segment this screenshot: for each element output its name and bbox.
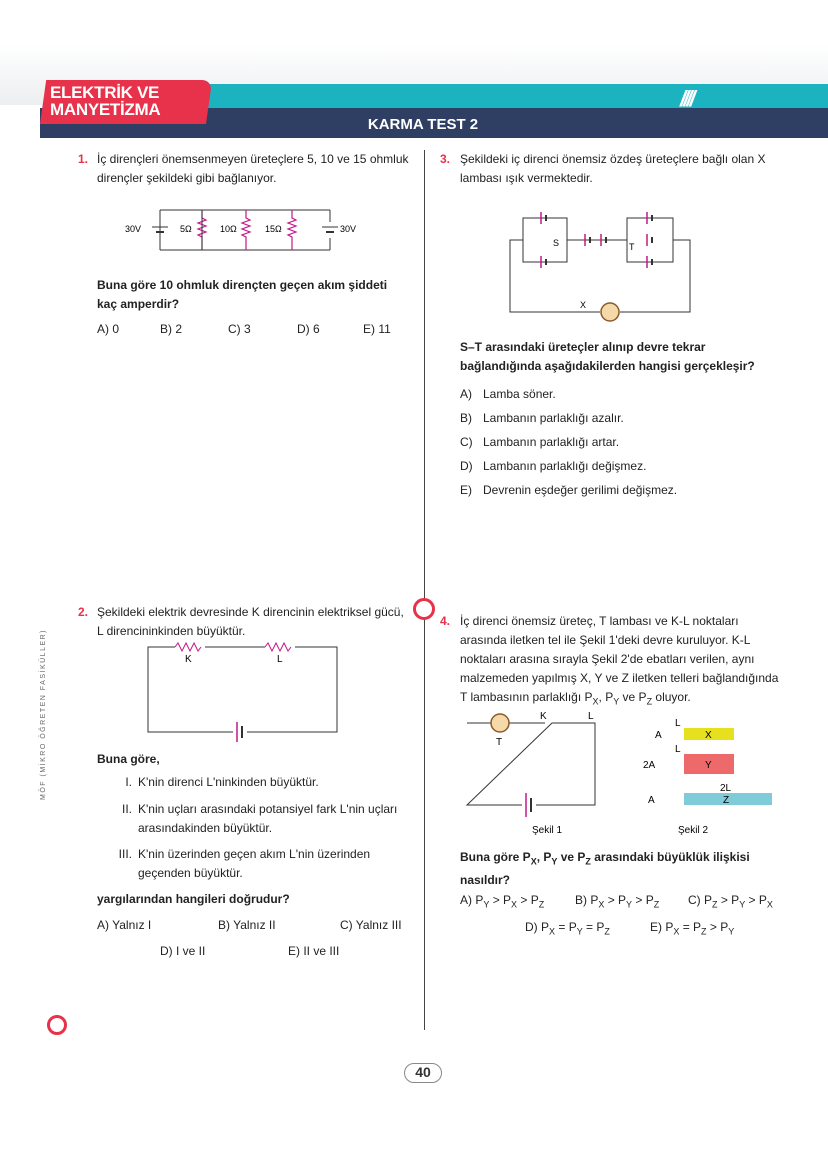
label-l: L (588, 711, 594, 722)
wire-y-length: L (675, 744, 681, 755)
question-prompt: yargılarından hangileri doğrudur? (97, 892, 290, 906)
option-a[interactable]: A) Yalnız I (97, 918, 152, 932)
lamp-icon (601, 303, 619, 321)
figure-1-caption: Şekil 1 (532, 825, 563, 836)
option-e[interactable]: E) II ve III (288, 944, 340, 958)
question-lead: Buna göre, (97, 752, 160, 766)
option-c[interactable]: C) Lambanın parlaklığı artar. (460, 435, 620, 449)
question-text: İç direnci önemsiz üreteç, T lambası ve K-L noktaları arasında iletken tel ile Şekil 1'deki devre kuruluyor. K-L noktaları arasına sırayla Şekil 2'de ebatları verilen, aynı malzemeden yapılmış X, Y ve Z iletken telleri bağlandığında T lambasının parlaklığı $P_X$, $P_Y$ ve $P_Z$ oluyor. (460, 614, 779, 707)
wire-z-area: A (648, 795, 655, 806)
option-a[interactable]: A) Lamba söner. (460, 387, 556, 401)
option-d[interactable]: D) 6 (297, 322, 320, 336)
logo-icon (47, 1015, 67, 1035)
label-x: X (580, 300, 587, 310)
statement-3: III. K'nin üzerinden geçen akım L'nin üzerinden geçenden büyüktür. (118, 847, 371, 880)
question-text: Şekildeki elektrik devresinde K direncinin elektriksel gücü, L direncininkinden büyüktür. (97, 605, 404, 638)
page-number: 40 (404, 1063, 442, 1083)
wire-z-label: Z (723, 795, 730, 806)
page-title: KARMA TEST 2 (367, 116, 479, 133)
figure-2-caption: Şekil 2 (678, 825, 709, 836)
statement-1: I. K'nin direnci L'ninkinden büyüktür. (125, 775, 319, 789)
option-e[interactable]: E) Devrenin eşdeğer gerilimi değişmez. (460, 483, 678, 497)
wire-z-length: 2L (720, 783, 732, 794)
wire-x-length: L (675, 718, 681, 729)
option-d[interactable]: D) $P_X = P_Y = P_Z$ (525, 920, 610, 937)
option-c[interactable]: C) 3 (228, 322, 251, 336)
q1-voltage-1: 30V (125, 224, 142, 234)
wire-y-label: Y (705, 760, 712, 771)
question-number: 3. (440, 152, 451, 166)
label-s: S (553, 238, 560, 248)
option-e[interactable]: E) 11 (363, 322, 391, 336)
question-prompt: S–T arasındaki üreteçler alınıp devre tekrar bağlandığında aşağıdakilerden hangisi gerçekleşir? (460, 340, 755, 373)
subject-line-2: MANYETİZMA (50, 100, 161, 119)
wire-x-label: X (705, 730, 712, 741)
option-a[interactable]: A) $P_Y > P_X > P_Z$ (460, 893, 545, 910)
label-t: T (496, 737, 503, 748)
question-number: 4. (440, 614, 451, 628)
q1-circuit (120, 200, 370, 260)
option-c[interactable]: C) Yalnız III (340, 918, 402, 932)
header-slashes: //// (680, 86, 693, 111)
option-d[interactable]: D) I ve II (160, 944, 206, 958)
subject-line-1: ELEKTRİK VE (50, 83, 160, 102)
question-prompt: Buna göre $P_X$, $P_Y$ ve $P_Z$ arasındaki büyüklük ilişkisi nasıldır? (460, 850, 750, 888)
question-text: Şekildeki iç direnci önemsiz özdeş üreteçlere bağlı olan X lambası ışık vermektedir. (460, 152, 766, 185)
question-prompt: Buna göre 10 ohmluk dirençten geçen akım şiddeti kaç amperdir? (97, 278, 388, 311)
wire-y-area: 2A (643, 760, 656, 771)
label-t: T (629, 242, 635, 252)
q1-r3: 15Ω (265, 224, 282, 234)
option-a[interactable]: A) 0 (97, 322, 120, 336)
wire-x-area: A (655, 730, 662, 741)
question-number: 1. (78, 152, 89, 166)
question-number: 2. (78, 605, 89, 619)
q1-voltage-2: 30V (340, 224, 357, 234)
q1-r2: 10Ω (220, 224, 237, 234)
q3-circuit (505, 200, 695, 325)
q4-figures (460, 705, 828, 840)
header-teal-bar (190, 84, 828, 110)
option-b[interactable]: B) $P_X > P_Y > P_Z$ (575, 893, 660, 910)
option-b[interactable]: B) Yalnız II (218, 918, 276, 932)
logo-icon (413, 598, 435, 620)
column-divider (424, 150, 425, 1030)
question-text: İç dirençleri önemsenmeyen üreteçlere 5, 10 ve 15 ohmluk dirençler şekildeki gibi bağlanıyor. (97, 152, 409, 185)
side-text: MÖF (MİKRO ÖĞRETEN FASİKÜLLER) (40, 628, 47, 800)
label-k: K (185, 654, 192, 665)
lamp-icon (491, 714, 509, 732)
statement-2: II. K'nin uçları arasındaki potansiyel fark L'nin uçları arasındakinden büyüktür. (121, 802, 398, 835)
option-e[interactable]: E) $P_X = P_Z > P_Y$ (650, 920, 735, 937)
option-b[interactable]: B) Lambanın parlaklığı azalır. (460, 411, 624, 425)
options-list (460, 382, 677, 502)
subject-title (50, 84, 160, 118)
label-l: L (277, 654, 283, 665)
q2-circuit (145, 640, 340, 745)
option-c[interactable]: C) $P_Z > P_Y > P_X$ (688, 893, 773, 910)
label-k: K (540, 711, 547, 722)
option-d[interactable]: D) Lambanın parlaklığı değişmez. (460, 459, 647, 473)
option-b[interactable]: B) 2 (160, 322, 183, 336)
q1-r1: 5Ω (180, 224, 192, 234)
